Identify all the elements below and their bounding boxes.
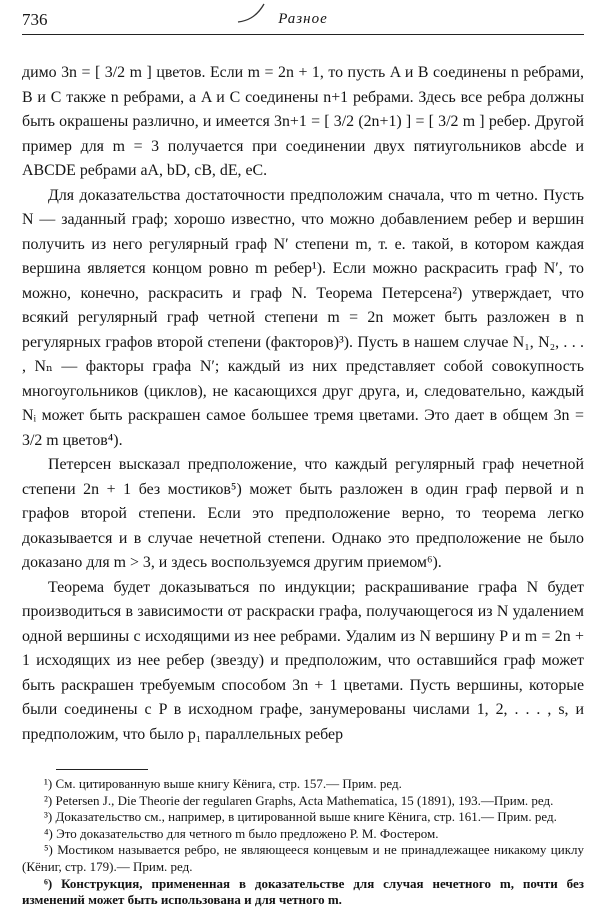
main-text [22,61,584,747]
footnote-2: ²) Petersen J., Die Theorie der regularen Graphs, Acta Mathematica, 15 (1891), 193.—Прим. ред. [44,792,554,808]
paragraph-1: димо 3n = [ 3/2 m ] цветов. Если m = 2n + 1, то пусть A и B соединены n ребрами, B и C также n ребрами, а A и C соединены n+1 ребрами. Здесь все ребра должны быть окрашены различно, и имеется 3n+1 = [ 3/2 (2n+1) ] = [ 3/2 m ] ребер. Другой пример для m = 3 получается при соединении двух пятиугольников abcde и ABCDE ребрами aA, bD, cB, dE, eC. [22,64,584,179]
paragraph-3: Петерсен высказал предположение, что каждый регулярный граф нечетной степени 2n + 1 без мостиков⁵) может быть разложен в один граф первой и n графов второй степени. Если это предположение верно, то теорема легко доказывается и в случае нечетной степени. Однако это предположение не было доказано для m > 3, и здесь воспользуемся другим приемом⁶). [22,456,584,571]
paragraph-2: Для доказательства достаточности предположим сначала, что m четно. Пусть N — заданный граф; хорошо известно, что можно добавлением ребер и вершин получить из него регулярный граф N′ степени m, т. е. такой, в котором каждая вершина является концом ровно m ребер¹). Если можно раскрасить граф N′, то можно, конечно, раскрасить и граф N. Теорема Петерсена²) утверждает, что всякий регулярный граф четной степени m = 2n может быть разложен в n регулярных графов второй степени (факторов)³). Пусть в нашем случае N₁, N₂, . . . , Nₙ — факторы графа N′; каждый из них представляет собой совокупность многоугольников (циклов), не касающихся друг друга, и, следовательно, каждый Nᵢ может быть раскрашен самое большее тремя цветами. Это дает в общем 3n = 3/2 m цветов⁴). [22,186,584,449]
footnote-3: ³) Доказательство см., например, в цитированной выше книге Кёнига, стр. 161.— Прим. ред. [44,809,557,825]
footnote-5: ⁵) Мостиком называется ребро, не являющееся концевым и не принадлежащее никакому циклу (Кёниг, стр. 179).— Прим. ред. [22,842,584,874]
footnote-6: ⁶) Конструкция, примененная в доказательстве для случая нечетного m, почти без изменений может быть использована и для четного m. [22,875,584,908]
footnotes [22,776,584,909]
paragraph-4: Теорема будет доказываться по индукции; раскрашивание графа N будет производиться в зависимости от раскраски графа, получающегося из N удалением одной вершины с исходящими из нее ребрами. Удалим из N вершину P и m = 2n + 1 исходящих из нее ребер (звезду) и предположим, что оставшийся граф может быть раскрашен требуемым способом 3n + 1 цветами. Пусть вершины, которые были соединены с P в исходном графе, занумерованы числами 1, 2, . . . , s, и предположим, что было p₁ параллельных ребер [22,578,584,743]
running-title: Разное [278,11,328,27]
footnote-4: ⁴) Это доказательство для четного m было предложено Р. М. Фостером. [44,825,439,841]
running-header [22,8,584,35]
footnote-rule [56,769,148,770]
page-number: 736 [22,10,48,29]
footnote-1: ¹) См. цитированную выше книгу Кёнига, стр. 157.— Прим. ред. [44,776,402,791]
book-page [22,8,584,909]
